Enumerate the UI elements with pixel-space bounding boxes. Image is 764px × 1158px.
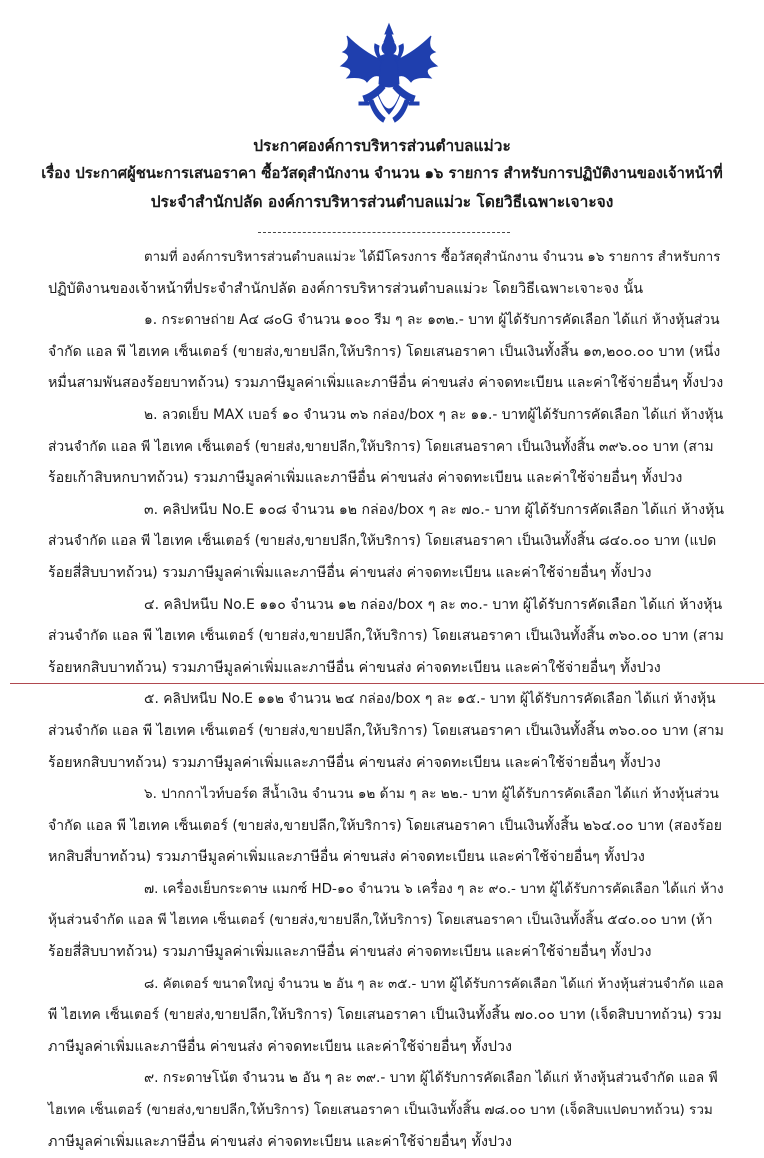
item-2-line-3: ร้อยเก้าสิบหกบาทถ้วน) รวมภาษีมูลค่าเพิ่มและภาษีอื่น ค่าขนส่ง ค่าจดทะเบียน และค่าใช้จ่ายอื่นๆ ทั้งปวง [48, 470, 683, 487]
item-4-line-3: ร้อยหกสิบบาทถ้วน) รวมภาษีมูลค่าเพิ่มและภาษีอื่น ค่าขนส่ง ค่าจดทะเบียน และค่าใช้จ่ายอื่นๆ ทั้งปวง [48, 659, 661, 676]
item-9-line-2: ไฮเทค เซ็นเตอร์ (ขายส่ง,ขายปลีก,ให้บริการ) โดยเสนอราคา เป็นเงินทั้งสิ้น ๗๘.๐๐ บาท (เจ็ดสิบแปดบาทถ้วน) รวม [48, 1102, 713, 1119]
item-6-line-1: ๖. ปากกาไวท์บอร์ด สีน้ำเงิน จำนวน ๑๒ ด้าม ๆ ละ ๒๒.- บาท ผู้ได้รับการคัดเลือก ได้แก่ ห้างหุ้นส่วน [144, 786, 719, 803]
item-1-line-1: ๑. กระดาษถ่าย A๔ ๘๐G จำนวน ๑๐๐ รีม ๆ ละ ๑๓๒.- บาท ผู้ได้รับการคัดเลือก ได้แก่ ห้างหุ้นส่วน [144, 312, 720, 329]
subject-line-2: ประจำสำนักปลัด องค์การบริหารส่วนตำบลแม่วะ โดยวิธีเฉพาะเจาะจง [150, 193, 614, 211]
garuda-emblem-icon [333, 22, 445, 130]
dashed-divider [258, 232, 510, 233]
item-7-line-3: ร้อยสี่สิบบาทถ้วน) รวมภาษีมูลค่าเพิ่มและภาษีอื่น ค่าขนส่ง ค่าจดทะเบียน และค่าใช้จ่ายอื่นๆ ทั้งปวง [48, 944, 652, 961]
body-text [48, 242, 724, 1158]
item-6-line-2: จำกัด แอล พี ไฮเทค เซ็นเตอร์ (ขายส่ง,ขายปลีก,ให้บริการ) โดยเสนอราคา เป็นเงินทั้งสิ้น ๒๖๔.๐๐ บาท (สองร้อย [48, 817, 722, 834]
item-3-line-3: ร้อยสี่สิบบาทถ้วน) รวมภาษีมูลค่าเพิ่มและภาษีอื่น ค่าขนส่ง ค่าจดทะเบียน และค่าใช้จ่ายอื่นๆ ทั้งปวง [48, 564, 652, 581]
item-9-line-3: ภาษีมูลค่าเพิ่มและภาษีอื่น ค่าขนส่ง ค่าจดทะเบียน และค่าใช้จ่ายอื่นๆ ทั้งปวง [48, 1133, 513, 1150]
item-3-line-1: ๓. คลิปหนีบ No.E ๑๐๘ จำนวน ๑๒ กล่อง/box ๆ ละ ๗๐.- บาท ผู้ได้รับการคัดเลือก ได้แก่ ห้างหุ้น [144, 501, 724, 518]
item-6-line-3: หกสิบสี่บาทถ้วน) รวมภาษีมูลค่าเพิ่มและภาษีอื่น ค่าขนส่ง ค่าจดทะเบียน และค่าใช้จ่ายอื่นๆ ทั้งปวง [48, 849, 645, 866]
item-7-line-2: หุ้นส่วนจำกัด แอล พี ไฮเทค เซ็นเตอร์ (ขายส่ง,ขายปลีก,ให้บริการ) โดยเสนอราคา เป็นเงินทั้งสิ้น ๕๔๐.๐๐ บาท (ห้า [48, 912, 713, 929]
item-5-line-1: ๕. คลิปหนีบ No.E ๑๑๒ จำนวน ๒๔ กล่อง/box ๆ ละ ๑๕.- บาท ผู้ได้รับการคัดเลือก ได้แก่ ห้างหุ้น [144, 691, 716, 708]
item-8-line-3: ภาษีมูลค่าเพิ่มและภาษีอื่น ค่าขนส่ง ค่าจดทะเบียน และค่าใช้จ่ายอื่นๆ ทั้งปวง [48, 1038, 513, 1055]
intro-line-1: ตามที่ องค์การบริหารส่วนตำบลแม่วะ ได้มีโครงการ ซื้อวัสดุสำนักงาน จำนวน ๑๖ รายการ สำหรับการ [144, 250, 721, 265]
item-2-line-1: ๒. ลวดเย็บ MAX เบอร์ ๑๐ จำนวน ๓๖ กล่อง/box ๆ ละ ๑๑.- บาทผู้ได้รับการคัดเลือก ได้แก่ ห้างหุ้น [144, 406, 724, 423]
item-8-line-2: พี ไฮเทค เซ็นเตอร์ (ขายส่ง,ขายปลีก,ให้บริการ) โดยเสนอราคา เป็นเงินทั้งสิ้น ๗๐.๐๐ บาท (เจ็ดสิบบาทถ้วน) รวม [48, 1007, 722, 1024]
org-title: ประกาศองค์การบริหารส่วนตำบลแม่วะ [253, 137, 511, 155]
item-7-line-1: ๗. เครื่องเย็บกระดาษ แมกซ์ HD-๑๐ จำนวน ๖ เครื่อง ๆ ละ ๙๐.- บาท ผู้ได้รับการคัดเลือก ได้แก่ ห้าง [144, 880, 724, 897]
item-4-line-1: ๔. คลิปหนีบ No.E ๑๑๐ จำนวน ๑๒ กล่อง/box ๆ ละ ๓๐.- บาท ผู้ได้รับการคัดเลือก ได้แก่ ห้างหุ้น [144, 596, 723, 613]
item-3-line-2: ส่วนจำกัด แอล พี ไฮเทค เซ็นเตอร์ (ขายส่ง,ขายปลีก,ให้บริการ) โดยเสนอราคา เป็นเงินทั้งสิ้น ๘๔๐.๐๐ บาท (แปด [48, 533, 717, 550]
subject-line-1: เรื่อง ประกาศผู้ชนะการเสนอราคา ซื้อวัสดุสำนักงาน จำนวน ๑๖ รายการ สำหรับการปฏิบัติงานของเจ้าหน้าที่ [41, 165, 723, 182]
item-4-line-2: ส่วนจำกัด แอล พี ไฮเทค เซ็นเตอร์ (ขายส่ง,ขายปลีก,ให้บริการ) โดยเสนอราคา เป็นเงินทั้งสิ้น ๓๖๐.๐๐ บาท (สาม [48, 628, 724, 645]
item-1-line-3: หมื่นสามพันสองร้อยบาทถ้วน) รวมภาษีมูลค่าเพิ่มและภาษีอื่น ค่าขนส่ง ค่าจดทะเบียน และค่าใช้จ่ายอื่นๆ ทั้งปวง [48, 375, 724, 392]
item-8-line-1: ๘. คัตเตอร์ ขนาดใหญ่ จำนวน ๒ อัน ๆ ละ ๓๕.- บาท ผู้ได้รับการคัดเลือก ได้แก่ ห้างหุ้นส่วนจำกัด แอล [144, 976, 724, 992]
item-9-line-1: ๙. กระดาษโน้ต จำนวน ๒ อัน ๆ ละ ๓๙.- บาท ผู้ได้รับการคัดเลือก ได้แก่ ห้างหุ้นส่วนจำกัด แอล พี [144, 1070, 718, 1087]
item-5-line-2: ส่วนจำกัด แอล พี ไฮเทค เซ็นเตอร์ (ขายส่ง,ขายปลีก,ให้บริการ) โดยเสนอราคา เป็นเงินทั้งสิ้น ๓๖๐.๐๐ บาท (สาม [48, 722, 724, 739]
item-5-line-3: ร้อยหกสิบบาทถ้วน) รวมภาษีมูลค่าเพิ่มและภาษีอื่น ค่าขนส่ง ค่าจดทะเบียน และค่าใช้จ่ายอื่นๆ ทั้งปวง [48, 754, 661, 771]
item-1-line-2: จำกัด แอล พี ไฮเทค เซ็นเตอร์ (ขายส่ง,ขายปลีก,ให้บริการ) โดยเสนอราคา เป็นเงินทั้งสิ้น ๑๓,๒๐๐.๐๐ บาท (หนึ่ง [48, 343, 721, 360]
scan-red-line [10, 683, 764, 684]
item-2-line-2: ส่วนจำกัด แอล พี ไฮเทค เซ็นเตอร์ (ขายส่ง,ขายปลีก,ให้บริการ) โดยเสนอราคา เป็นเงินทั้งสิ้น ๓๙๖.๐๐ บาท (สาม [48, 438, 714, 455]
intro-line-2: ปฏิบัติงานของเจ้าหน้าที่ประจำสำนักปลัด องค์การบริหารส่วนตำบลแม่วะ โดยวิธีเฉพาะเจาะจง นั้น [48, 280, 644, 297]
